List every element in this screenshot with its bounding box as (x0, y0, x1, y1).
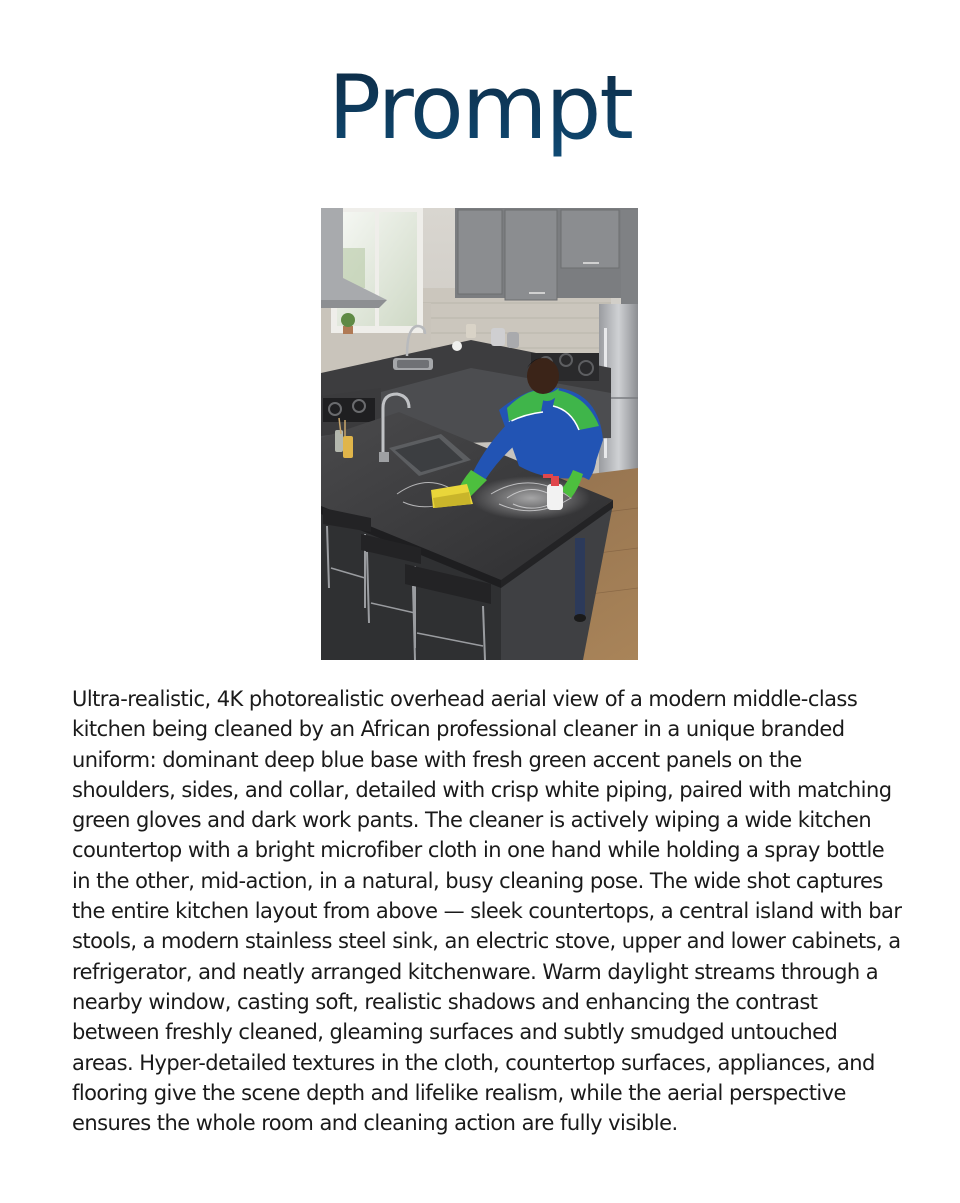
kitchen-cleaning-illustration (321, 208, 638, 660)
cutoff-text-line (72, 1191, 658, 1203)
prompt-text: Ultra-realistic, 4K photorealistic overhead aerial view of a modern middle-class kitchen being cleaned by an African professional cleaner in a unique branded uniform: dominant deep blue base with fresh green accent panels on the shoulders, sides, and collar, detailed with crisp white piping, paired with matching green gloves and dark work pants. The cleaner is actively wiping a wide kitchen countertop with a bright microfiber cloth in one hand while holding a spray bottle in the other, mid-action, in a natural, busy cleaning pose. The wide shot captures the entire kitchen layout from above — sleek countertops, a central island with bar stools, a modern stainless steel sink, an electric stove, upper and lower cabinets, a refrigerator, and neatly arranged kitchenware. Warm daylight streams through a nearby window, casting soft, realistic shadows and enhancing the contrast between freshly cleaned, gleaming surfaces and subtly smudged untouched areas. Hyper-detailed textures in the cloth, countertop surfaces, appliances, and flooring give the scene depth and lifelike realism, while the aerial perspective ensures the whole room and cleaning action are fully visible. (72, 687, 902, 1136)
page-title: Prompt (0, 58, 960, 158)
kitchen-cleaning-photo (321, 208, 638, 660)
